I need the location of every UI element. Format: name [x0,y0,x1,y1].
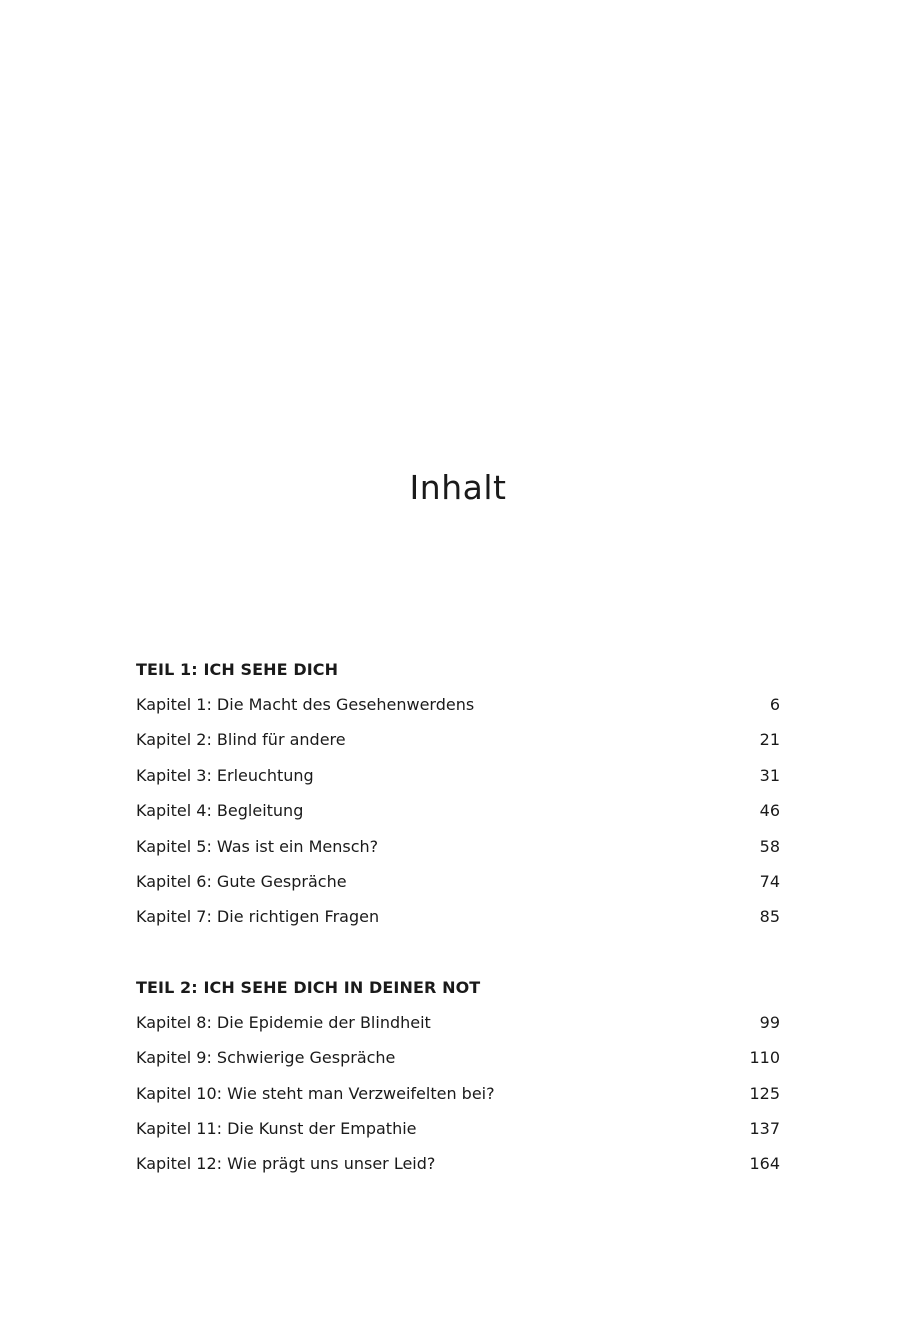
chapter-title: Kapitel 12: Wie prägt uns unser Leid? [136,1154,436,1174]
chapter-title: Kapitel 4: Begleitung [136,801,304,821]
part-heading: TEIL 1: ICH SEHE DICH [136,660,339,679]
part-heading: TEIL 2: ICH SEHE DICH IN DEINER NOT [136,977,481,997]
page-number: 74 [759,871,780,891]
chapter-title: Kapitel 1: Die Macht des Gesehenwerdens [136,695,475,714]
toc-entry [136,1076,780,1111]
chapter-title: Kapitel 7: Die richtigen Fragen [136,907,380,927]
toc-entry [136,899,780,934]
page-title: Inhalt [409,468,507,507]
page-number: 21 [759,730,780,750]
page-number: 46 [759,801,780,821]
toc-entry [136,793,780,828]
page-number: 164 [749,1154,780,1174]
page-number: 58 [759,836,780,856]
page-number: 137 [749,1118,780,1138]
chapter-title: Kapitel 11: Die Kunst der Empathie [136,1118,417,1138]
chapter-title: Kapitel 2: Blind für andere [136,730,346,750]
chapter-title: Kapitel 5: Was ist ein Mensch? [136,836,379,856]
chapter-title: Kapitel 3: Erleuchtung [136,765,314,785]
chapter-title: Kapitel 8: Die Epidemie der Blindheit [136,1012,431,1032]
toc-part-1 [136,652,780,935]
toc-entry [136,829,780,864]
page-number: 31 [759,765,780,785]
toc-entry [136,1040,780,1075]
toc-entry [136,864,780,899]
toc-part-2 [136,970,780,1182]
toc-entry [136,1111,780,1146]
page-number: 85 [759,907,780,927]
chapter-title: Kapitel 10: Wie steht man Verzweifelten bei? [136,1083,495,1103]
table-of-contents [136,652,780,1182]
toc-entry [136,687,780,722]
page-number: 110 [749,1048,780,1068]
page-number: 6 [769,695,780,714]
chapter-title: Kapitel 9: Schwierige Gespräche [136,1048,396,1068]
page-number: 125 [749,1083,780,1103]
toc-entry [136,1146,780,1181]
toc-entry [136,1005,780,1040]
page-number: 99 [759,1012,780,1032]
toc-entry [136,722,780,757]
chapter-title: Kapitel 6: Gute Gespräche [136,871,347,891]
toc-entry [136,758,780,793]
